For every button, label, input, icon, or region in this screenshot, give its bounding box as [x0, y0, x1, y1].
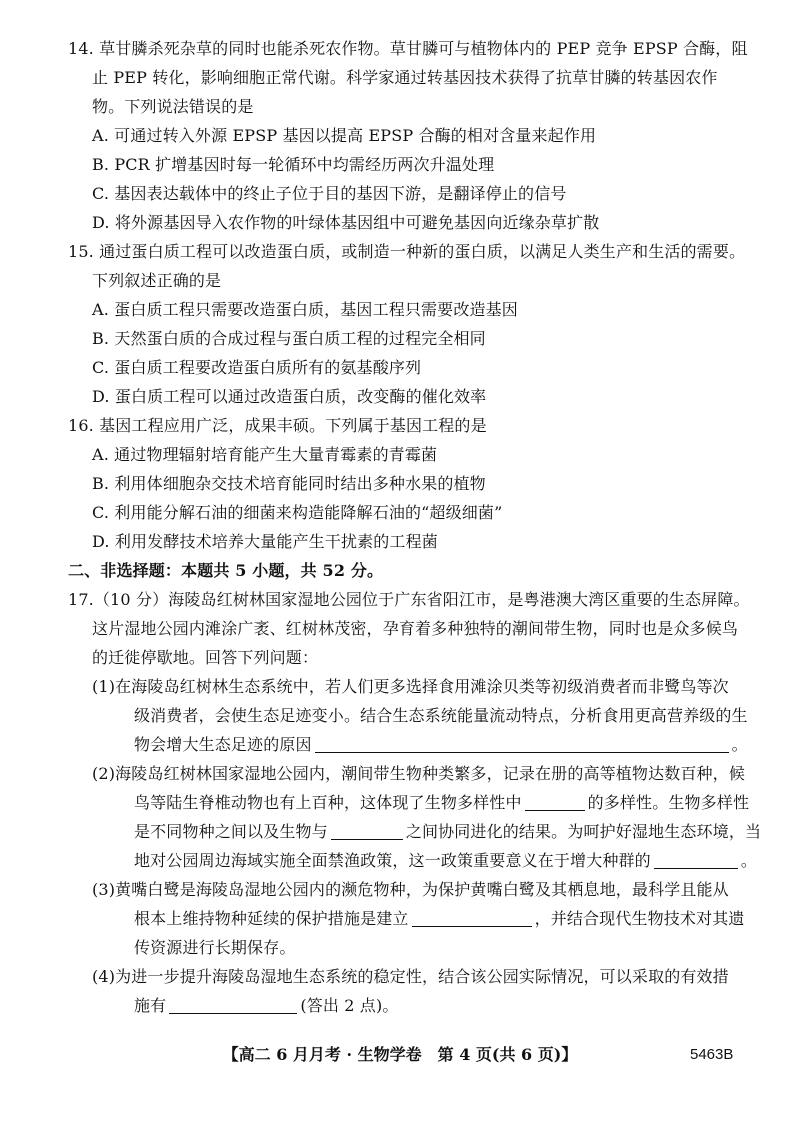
answer-blank[interactable]	[412, 910, 532, 927]
page-footer: 【高二 6 月月考 · 生物学卷 第 4 页(共 6 页)】	[222, 1045, 578, 1064]
text-segment: 根本上维持物种延续的保护措施是建立	[134, 909, 409, 928]
question-14	[68, 34, 758, 237]
text-segment: 鸟等陆生脊椎动物也有上百种，这体现了生物多样性中	[134, 793, 522, 812]
question-text: 17.（10 分）海陵岛红树林国家湿地公园位于广东省阳江市，是粤港澳大湾区重要的生态屏障。	[68, 590, 750, 609]
section-heading: 二、非选择题：本题共 5 小题，共 52 分。	[68, 561, 384, 580]
sub-question-text	[134, 817, 762, 846]
question-text: 止 PEP 转化，影响细胞正常代谢。科学家通过转基因技术获得了抗草甘膦的转基因农作	[92, 68, 718, 87]
sub-question-3	[68, 875, 758, 962]
text-segment: 。	[740, 851, 757, 870]
text-segment: 施有	[134, 996, 167, 1015]
option-c: C. 蛋白质工程要改造蛋白质所有的氨基酸序列	[92, 358, 422, 377]
question-text: 物。下列说法错误的是	[92, 97, 254, 116]
text-segment: 的多样性。生物多样性	[587, 793, 750, 812]
question-text: 的迁徙停歇地。回答下列问题：	[92, 648, 319, 667]
option-d: D. 将外源基因导入农作物的叶绿体基因组中可避免基因向近缘杂草扩散	[92, 213, 600, 232]
sub-question-text: (2)海陵岛红树林国家湿地公园内，潮间带生物种类繁多，记录在册的高等植物达数百种，候	[92, 764, 745, 783]
question-17	[68, 585, 762, 1020]
text-segment: 地对公园周边海域实施全面禁渔政策，这一政策重要意义在于增大种群的	[134, 851, 651, 870]
sub-question-text	[134, 730, 758, 759]
option-d: D. 蛋白质工程可以通过改造蛋白质，改变酶的催化效率	[92, 387, 487, 406]
sub-question-4	[68, 962, 758, 1020]
sub-question-1	[68, 672, 758, 759]
option-a: A. 可通过转入外源 EPSP 基因以提高 EPSP 合酶的相对含量来起作用	[92, 126, 597, 145]
sub-question-text	[134, 991, 758, 1020]
sub-question-text	[134, 788, 758, 817]
answer-blank[interactable]	[331, 823, 403, 840]
sub-question-text: (1)在海陵岛红树林生态系统中，若人们更多选择食用滩涂贝类等初级消费者而非鹭鸟等次	[92, 677, 729, 696]
option-b: B. PCR 扩增基因时每一轮循环中均需经历两次升温处理	[92, 155, 495, 174]
question-text: 15. 通过蛋白质工程可以改造蛋白质，或制造一种新的蛋白质，以满足人类生产和生活的需要。	[68, 242, 746, 261]
sub-question-text	[134, 904, 758, 933]
option-c: C. 利用能分解石油的细菌来构造能降解石油的“超级细菌”	[92, 503, 503, 522]
answer-blank[interactable]	[169, 997, 297, 1014]
option-a: A. 通过物理辐射培育能产生大量青霉素的青霉菌	[92, 445, 438, 464]
answer-blank[interactable]	[315, 736, 729, 753]
sub-question-2	[68, 759, 762, 875]
answer-blank[interactable]	[654, 852, 738, 869]
sub-question-text: (3)黄嘴白鹭是海陵岛湿地公园内的濒危物种，为保护黄嘴白鹭及其栖息地，最科学且能从	[92, 880, 729, 899]
question-15	[68, 237, 758, 411]
text-segment: 之间协同进化的结果。为呵护好湿地生态环境，当	[405, 822, 762, 841]
text-segment: (答出 2 点)。	[300, 996, 399, 1015]
option-a: A. 蛋白质工程只需要改造蛋白质，基因工程只需要改造基因	[92, 300, 518, 319]
text-segment: 物会增大生态足迹的原因	[134, 735, 312, 754]
question-text: 下列叙述正确的是	[92, 271, 222, 290]
text-segment: 是不同物种之间以及生物与	[134, 822, 328, 841]
exam-code: 5463B	[690, 1046, 734, 1063]
option-b: B. 天然蛋白质的合成过程与蛋白质工程的过程完全相同	[92, 329, 486, 348]
sub-question-text: (4)为进一步提升海陵岛湿地生态系统的稳定性，结合该公园实际情况，可以采取的有效措	[92, 967, 729, 986]
sub-question-text	[134, 846, 758, 875]
answer-blank[interactable]	[525, 794, 585, 811]
option-c: C. 基因表达载体中的终止子位于目的基因下游，是翻译停止的信号	[92, 184, 567, 203]
question-16	[68, 411, 758, 556]
page-content	[68, 34, 762, 1020]
question-text: 这片湿地公园内滩涂广袤、红树林茂密，孕育着多种独特的潮间带生物，同时也是众多候鸟	[92, 619, 739, 638]
text-segment: 。	[731, 735, 748, 754]
sub-question-text: 级消费者，会使生态足迹变小。结合生态系统能量流动特点，分析食用更高营养级的生	[134, 706, 748, 725]
sub-question-text: 传资源进行长期保存。	[134, 938, 296, 957]
text-segment: ，并结合现代生物技术对其遗	[534, 909, 745, 928]
question-text: 16. 基因工程应用广泛，成果丰硕。下列属于基因工程的是	[68, 416, 487, 435]
option-d: D. 利用发酵技术培养大量能产生干扰素的工程菌	[92, 532, 438, 551]
question-text: 14. 草甘膦杀死杂草的同时也能杀死农作物。草甘膦可与植物体内的 PEP 竞争 EPSP 合酶，阻	[68, 39, 748, 58]
option-b: B. 利用体细胞杂交技术培育能同时结出多种水果的植物	[92, 474, 486, 493]
